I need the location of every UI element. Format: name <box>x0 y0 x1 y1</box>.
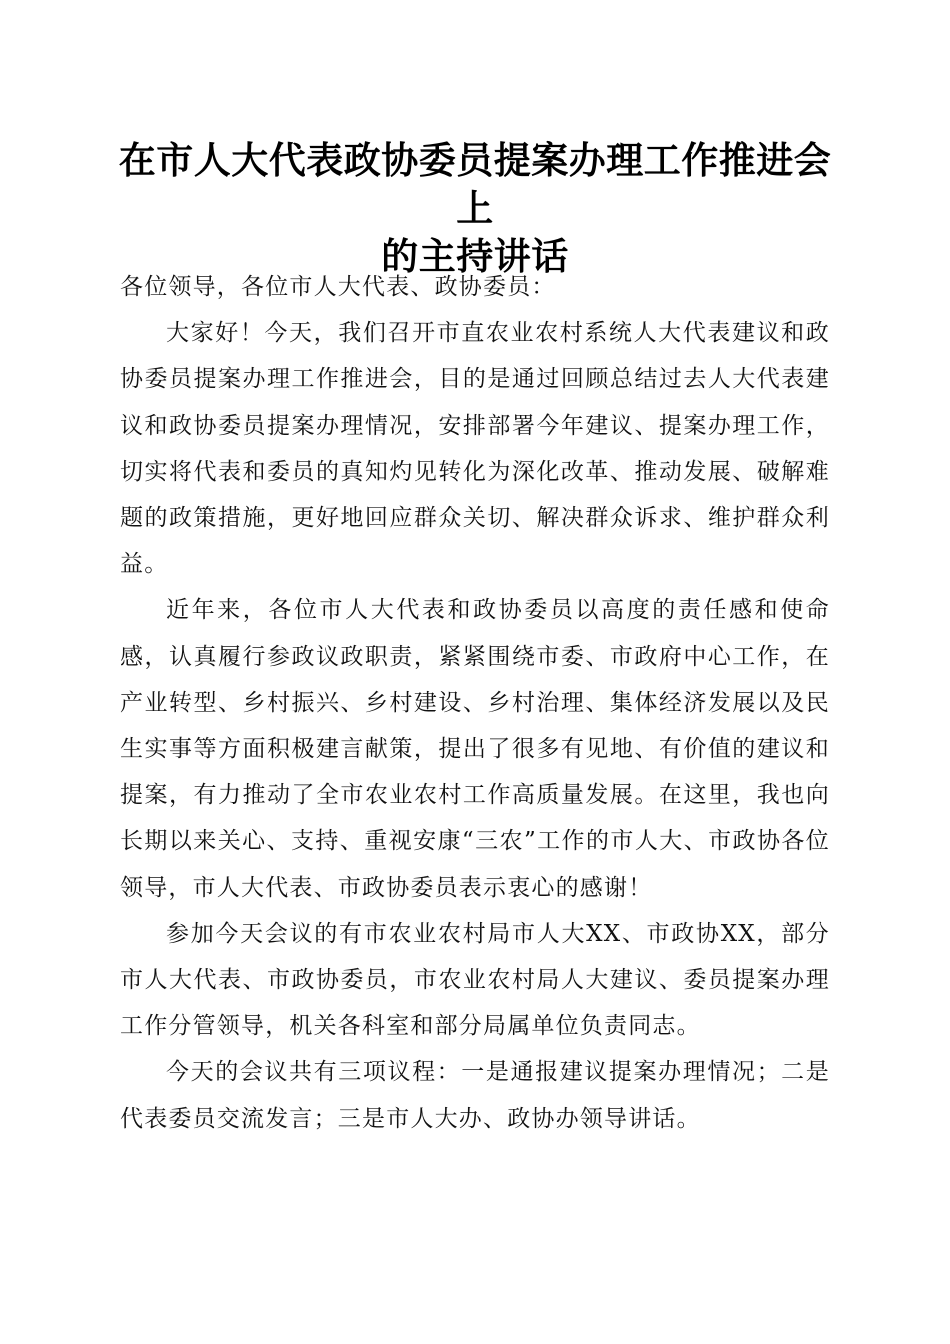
document-body <box>120 264 830 1142</box>
paragraph-recent-years: 近年来，各位市人大代表和政协委员以高度的责任感和使命感，认真履行参政议政职责，紧紧围绕市委、市政府中心工作，在产业转型、乡村振兴、乡村建设、乡村治理、集体经济发展以及民生实事等方面积极建言献策，提出了很多有见地、有价值的建议和提案，有力推动了全市农业农村工作高质量发展。在这里，我也向长期以来关心、支持、重视安康“三农”工作的市人大、市政协各位领导，市人大代表、市政协委员表示衷心的感谢！ <box>120 597 830 901</box>
title-line-1: 在市人大代表政协委员提案办理工作推进会上 <box>118 138 832 230</box>
paragraph-attendees: 参加今天会议的有市农业农村局市人大XX、市政协XX，部分市人大代表、市政协委员，市农业农村局人大建议、委员提案办理工作分管领导，机关各科室和部分局属单位负责同志。 <box>120 920 830 1040</box>
paragraph-agenda: 今天的会议共有三项议程：一是通报建议提案办理情况；二是代表委员交流发言；三是市人大办、政协办领导讲话。 <box>120 1059 830 1132</box>
document-title <box>110 136 840 280</box>
title-line-2: 的主持讲话 <box>381 234 569 278</box>
salutation: 各位领导，各位市人大代表、政协委员： <box>120 274 556 300</box>
paragraph-opening: 大家好！今天，我们召开市直农业农村系统人大代表建议和政协委员提案办理工作推进会，目的是通过回顾总结过去人大代表建议和政协委员提案办理情况，安排部署今年建议、提案办理工作，切实将代表和委员的真知灼见转化为深化改革、推动发展、破解难题的政策措施，更好地回应群众关切、解决群众诉求、维护群众利益。 <box>120 320 830 578</box>
